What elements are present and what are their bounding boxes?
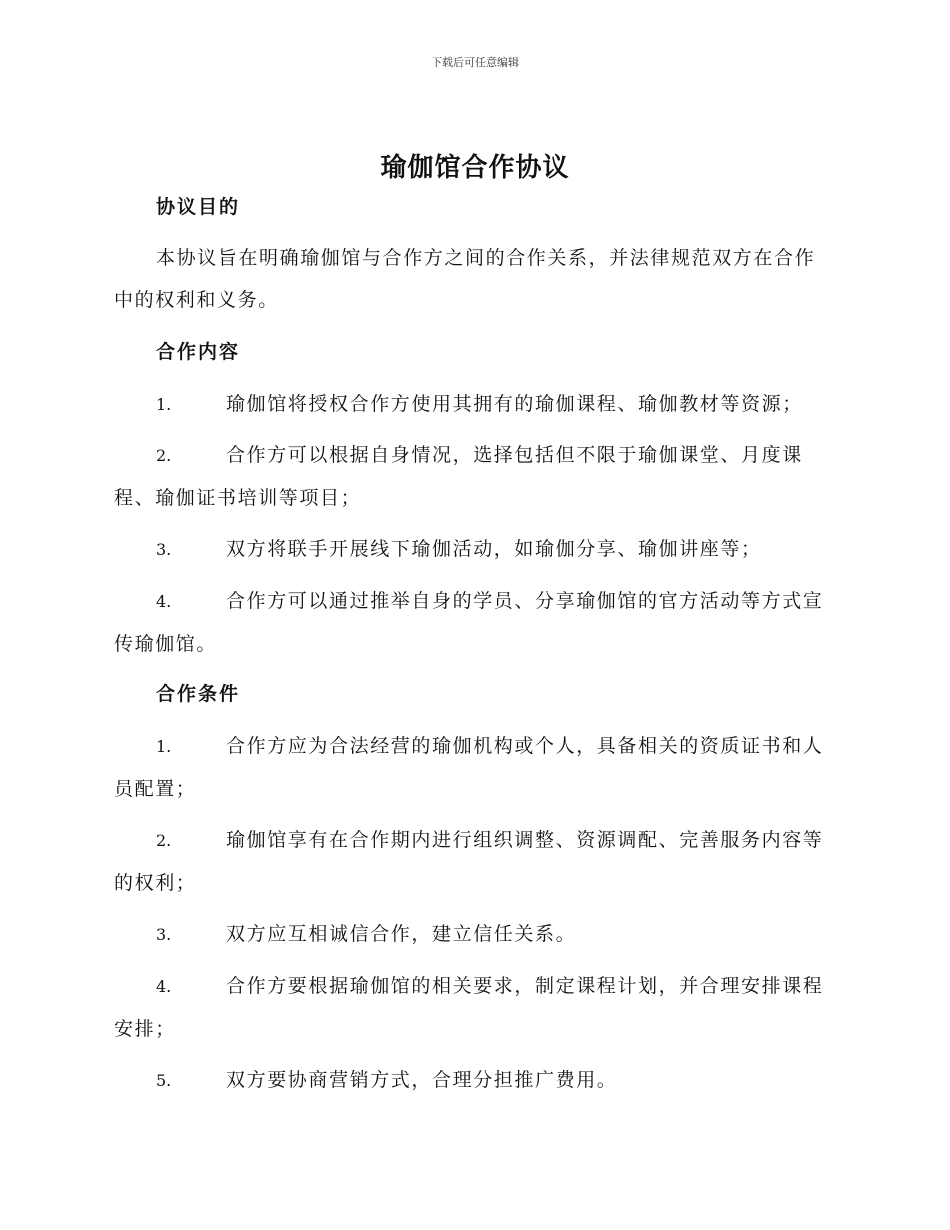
- section-heading-content: 合作内容: [156, 341, 241, 363]
- list-number: 3.: [156, 540, 172, 559]
- list-number: 2.: [156, 446, 172, 465]
- list-item-text: 合作方应为合法经营的瑜伽机构或个人，具备相关的资质证书和人员配置；: [114, 735, 824, 800]
- content-item-1: [114, 383, 834, 426]
- list-item-text: 合作方可以根据自身情况，选择包括但不限于瑜伽课堂、月度课程、瑜伽证书培训等项目；: [114, 444, 803, 509]
- purpose-paragraph: 本协议旨在明确瑜伽馆与合作方之间的合作关系，并法律规范双方在合作中的权利和义务。: [114, 247, 816, 311]
- list-number: 1.: [156, 395, 172, 414]
- condition-item-1: [114, 725, 834, 810]
- condition-item-3: [114, 913, 834, 956]
- list-number: 4.: [156, 592, 172, 611]
- list-number: 1.: [156, 737, 172, 756]
- document-title: 瑜伽馆合作协议: [380, 153, 570, 183]
- list-number: 3.: [156, 925, 172, 944]
- list-item-text: 双方要协商营销方式，合理分担推广费用。: [226, 1069, 618, 1091]
- list-item-text: 双方应互相诚信合作，建立信任关系。: [226, 923, 577, 945]
- condition-item-2: [114, 819, 834, 904]
- content-item-3: [114, 528, 834, 571]
- header-note: 下载后可任意编辑: [431, 56, 519, 69]
- list-number: 2.: [156, 831, 172, 850]
- section-heading-conditions: 合作条件: [156, 683, 241, 705]
- condition-item-4: [114, 965, 834, 1050]
- list-number: 5.: [156, 1071, 172, 1090]
- list-item-text: 合作方可以通过推举自身的学员、分享瑜伽馆的官方活动等方式宣传瑜伽馆。: [114, 590, 824, 655]
- section-heading-purpose: 协议目的: [156, 196, 241, 218]
- list-item-text: 瑜伽馆将授权合作方使用其拥有的瑜伽课程、瑜伽教材等资源；: [226, 393, 803, 415]
- condition-item-5: [114, 1059, 834, 1102]
- list-number: 4.: [156, 977, 172, 996]
- content-item-4: [114, 580, 834, 665]
- list-item-text: 双方将联手开展线下瑜伽活动，如瑜伽分享、瑜伽讲座等；: [226, 538, 762, 560]
- list-item-text: 瑜伽馆享有在合作期内进行组织调整、资源调配、完善服务内容等的权利；: [114, 829, 824, 894]
- content-item-2: [114, 434, 834, 519]
- list-item-text: 合作方要根据瑜伽馆的相关要求，制定课程计划，并合理安排课程安排；: [114, 975, 824, 1040]
